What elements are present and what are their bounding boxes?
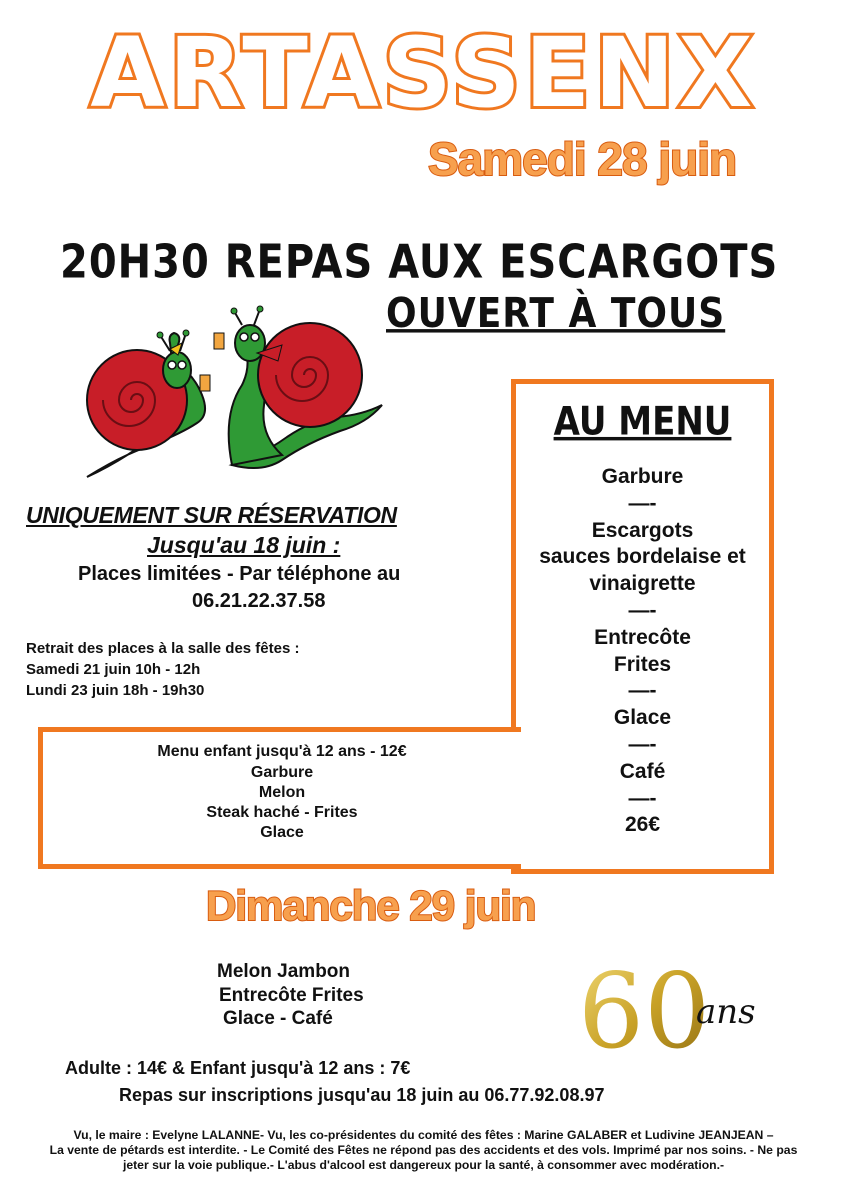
sixty-years-logo <box>578 955 778 1055</box>
reservation-info: Places limitées - Par téléphone au <box>78 563 401 585</box>
child-menu-heading: Menu enfant jusqu'à 12 ans - 12€ <box>157 743 407 760</box>
child-menu-item: Melon <box>258 784 306 801</box>
menu-box <box>511 379 774 874</box>
menu-list <box>516 464 769 839</box>
menu-item: Garbure <box>601 465 684 488</box>
menu-item: Frites <box>613 652 672 676</box>
event-heading: 20H30 REPAS AUX ESCARGOTS <box>60 236 779 289</box>
menu-item: Escargots <box>591 518 694 542</box>
footer-line: Vu, le maire : Evelyne LALANNE- Vu, les co-présidentes du comité des fêtes : Marine GALABER et Ludivine JEANJEAN – <box>73 1128 774 1142</box>
menu-separator: —- <box>628 786 657 810</box>
child-menu-item: Garbure <box>250 764 314 781</box>
menu-separator: —- <box>628 679 657 703</box>
menu-separator: —- <box>628 732 657 756</box>
sunday-menu-item: Glace - Café <box>223 1008 333 1029</box>
anniversary-number: 60 <box>578 955 711 1055</box>
menu-item: Café <box>619 759 666 783</box>
pickup-slot: Samedi 21 juin 10h - 12h <box>26 661 201 678</box>
menu-item: Entrecôte <box>594 625 691 649</box>
sunday-menu-item: Entrecôte Frites <box>219 984 364 1006</box>
menu-item: sauces bordelaise et <box>539 545 746 569</box>
saturday-date: Samedi 28 juin <box>428 133 737 185</box>
menu-title: AU MENU <box>553 399 732 445</box>
reservation-heading: UNIQUEMENT SUR RÉSERVATION <box>26 502 397 528</box>
sunday-menu-item: Melon Jambon <box>217 961 351 982</box>
prices: Adulte : 14€ & Enfant jusqu'à 12 ans : 7€ <box>65 1058 411 1078</box>
sunday-menu <box>217 960 364 1031</box>
menu-separator: —- <box>628 598 657 622</box>
pickup-info <box>26 638 299 701</box>
child-menu-item: Glace <box>260 824 304 841</box>
reservation-phone: 06.21.22.37.58 <box>192 590 326 612</box>
pickup-heading: Retrait des places à la salle des fêtes : <box>26 640 300 657</box>
snails-illustration <box>82 305 392 480</box>
footer-line: jeter sur la voie publique.- L'abus d'alcool est dangereux pour la santé, à consommer avec modération.- <box>122 1158 725 1172</box>
menu-item: vinaigrette <box>589 572 696 596</box>
child-menu-box <box>38 727 521 869</box>
inscription: Repas sur inscriptions jusqu'au 18 juin au 06.77.92.08.97 <box>119 1085 605 1105</box>
footer-line: La vente de pétards est interdite. - Le Comité des Fêtes ne répond pas des accidents et des vols. Imprimé par nos soins. - Ne pas <box>49 1143 798 1157</box>
menu-price: 26€ <box>624 813 661 837</box>
reservation-deadline: Jusqu'au 18 juin : <box>147 532 341 558</box>
pickup-slot: Lundi 23 juin 18h - 19h30 <box>26 682 205 699</box>
menu-item: Glace <box>613 706 672 730</box>
sunday-date: Dimanche 29 juin <box>206 882 536 929</box>
menu-separator: —- <box>628 491 657 515</box>
open-to-all-heading: OUVERT À TOUS <box>386 290 726 338</box>
poster-title: ARTASSENX <box>90 17 757 129</box>
footer <box>0 1128 847 1173</box>
child-menu-item: Steak haché - Frites <box>206 804 358 821</box>
child-menu-list <box>43 742 521 843</box>
anniversary-word: ans <box>696 992 756 1032</box>
